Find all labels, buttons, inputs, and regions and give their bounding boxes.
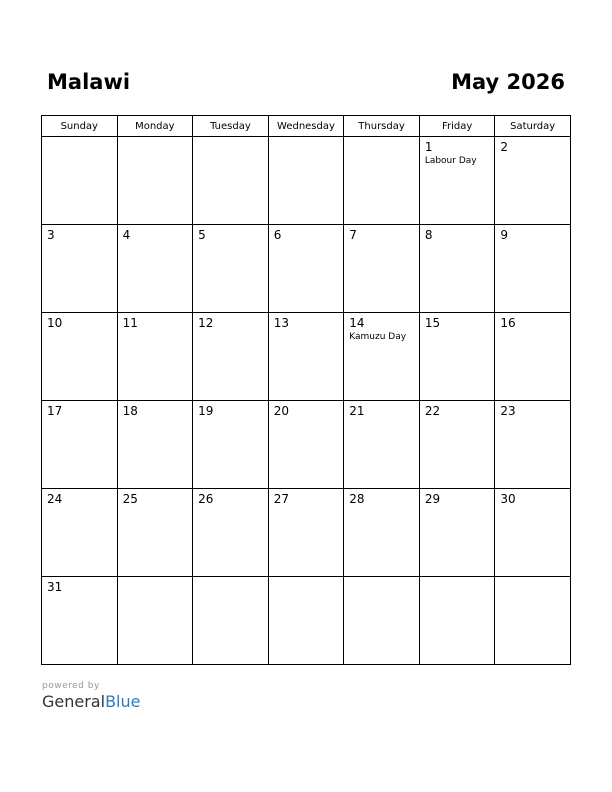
day-number: 5 [198,228,206,242]
weekday-header-row [42,116,571,137]
generalblue-logo [42,692,140,711]
day-cell [193,137,269,225]
week-row [42,137,571,225]
weekday-header: Thursday [344,116,420,137]
week-row [42,313,571,401]
day-number: 27 [273,492,289,506]
day-number: 6 [273,228,282,242]
week-row [42,225,571,313]
powered-by-text: powered by [42,681,100,691]
day-cell [495,577,571,665]
country-title: Malawi [47,70,131,94]
day-number: 17 [47,404,63,418]
day-cell [42,313,118,401]
week-row [42,401,571,489]
day-number: 9 [500,228,509,242]
day-cell [117,577,193,665]
day-cell [117,401,193,489]
day-number: 4 [122,228,131,242]
day-number: 23 [500,404,516,418]
day-cell [495,313,571,401]
day-cell [344,577,420,665]
day-number: 10 [47,316,63,330]
day-number: 2 [500,140,509,154]
day-cell [117,137,193,225]
month-year-title: May 2026 [451,70,565,94]
weekday-header: Wednesday [268,116,344,137]
day-cell [193,225,269,313]
day-cell [419,489,495,577]
day-cell [344,401,420,489]
day-number: 25 [122,492,138,506]
day-number: 19 [198,404,214,418]
week-row [42,577,571,665]
day-cell [268,489,344,577]
day-cell [419,137,495,225]
day-cell [117,225,193,313]
day-cell [42,577,118,665]
calendar-grid [41,115,571,665]
weekday-header: Sunday [42,116,118,137]
day-cell [117,313,193,401]
day-number: 21 [349,404,365,418]
day-number: 1 [424,140,433,154]
day-cell [193,577,269,665]
day-cell [193,401,269,489]
day-cell [419,577,495,665]
day-number: 29 [424,492,441,506]
day-cell [117,489,193,577]
day-number: 12 [198,316,214,330]
day-cell [419,313,495,401]
footer-branding [42,681,140,711]
day-number: 26 [198,492,214,506]
day-cell [495,401,571,489]
day-cell [344,313,420,401]
day-number: 31 [47,580,63,594]
day-number: 11 [122,316,138,330]
day-number: 22 [424,404,441,418]
holiday-label: Labour Day [424,156,477,166]
day-number: 15 [424,316,441,330]
weekday-header: Saturday [495,116,571,137]
day-cell [42,489,118,577]
day-number: 3 [47,228,55,242]
week-row [42,489,571,577]
weekday-header: Friday [419,116,495,137]
day-cell [419,401,495,489]
day-cell [344,137,420,225]
day-cell [193,313,269,401]
day-cell [268,225,344,313]
day-cell [344,489,420,577]
day-number: 8 [424,228,433,242]
day-number: 18 [122,404,138,418]
day-number: 13 [273,316,289,330]
day-number: 14 [349,316,365,330]
day-cell [268,401,344,489]
weekday-header: Monday [117,116,193,137]
weekday-header: Tuesday [193,116,269,137]
day-cell [268,577,344,665]
day-cell [495,489,571,577]
day-cell [42,401,118,489]
day-cell [268,137,344,225]
day-number: 16 [500,316,516,330]
day-cell [495,137,571,225]
day-number: 24 [47,492,63,506]
brand-part-general: General [42,692,106,711]
day-number: 7 [349,228,357,242]
day-cell [419,225,495,313]
brand-part-blue: Blue [105,692,141,711]
day-cell [193,489,269,577]
day-cell [42,225,118,313]
day-number: 30 [500,492,516,506]
day-number: 20 [273,404,289,418]
day-cell [495,225,571,313]
day-cell [268,313,344,401]
day-number: 28 [349,492,365,506]
day-cell [344,225,420,313]
day-cell [42,137,118,225]
holiday-label: Kamuzu Day [349,332,407,342]
